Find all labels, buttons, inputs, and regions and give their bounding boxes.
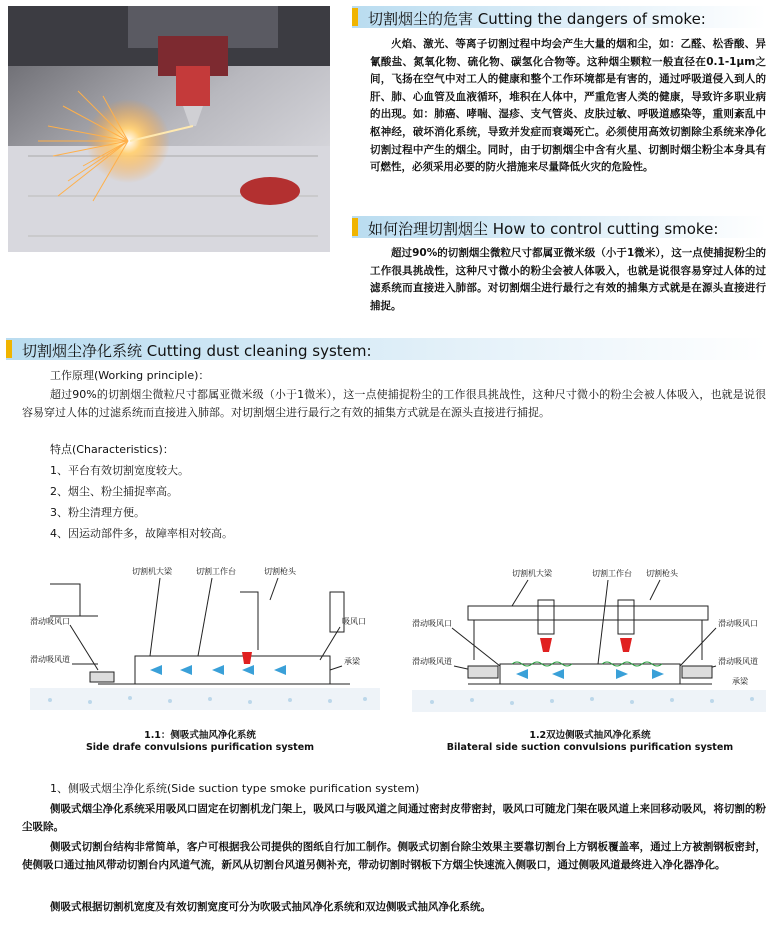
- laser-cutting-illustration: [8, 6, 330, 252]
- side-suction-para-2: 侧吸式切割台结构非常简单，客户可根据我公司提供的图纸自行加工制作。侧吸式切割台除尘效果主要靠切割台上方钢板覆盖率，通过上方被割钢板密封，使侧吸口通过抽风带动切割台内风道气流，新风从切割台风道另侧补充，带动切割时钢板下方烟尘快速流入侧吸口，通过侧吸风道最终进入净化器净化。: [22, 841, 766, 871]
- label-torch: 切割枪头: [646, 569, 678, 578]
- header-accent-bar: [352, 8, 358, 26]
- label-gantry: 切割机大梁: [132, 567, 172, 576]
- label-platform: 切割工作台: [592, 569, 632, 578]
- header-accent-bar: [6, 340, 12, 358]
- section-system-title: 切割烟尘净化系统 Cutting dust cleaning system:: [22, 342, 372, 360]
- feature-item: 3、粉尘清理方便。: [50, 506, 145, 519]
- feature-item: 2、烟尘、粉尘捕捉率高。: [50, 485, 178, 498]
- features-list: [50, 460, 233, 544]
- label-inlet: 吸风口: [342, 617, 366, 626]
- side-suction-diagram: [30, 560, 380, 730]
- laser-cutting-photo: [8, 6, 330, 252]
- header-accent-bar: [352, 218, 358, 236]
- label-support: 承梁: [344, 657, 360, 666]
- section-danger-header: [352, 6, 766, 28]
- label-sliding-duct-left: 滑动吸风道: [412, 657, 452, 666]
- section-control-title: 如何治理切割烟尘 How to control cutting smoke:: [368, 220, 719, 238]
- label-sliding-vent: 滑动吸风口: [30, 617, 70, 626]
- side-suction-para-1: 侧吸式烟尘净化系统采用吸风口固定在切割机龙门架上，吸风口与吸风道之间通过密封皮带密封，吸风口可随龙门架在吸风道上来回移动吸风，将切割的粉尘吸除。: [22, 803, 766, 833]
- diagram2-caption-cn: 1.2双边侧吸式抽风净化系统: [529, 730, 651, 741]
- section-danger-body: 火焰、激光、等离子切割过程中均会产生大量的烟和尘，如：乙醛、松香酸、异氰酸盐、氮氧化物、硫化物、碳氢化合物等。这种烟尘颗粒一般直径在0.1-1μm之间，飞扬在空气中对工人的健康和整个工作环境都是有害的，通过呼吸道侵入到人的肝、肺、心血管及血液循环，堆积在人体中，严重危害人类的健康，导致许多职业病的出现。如：肺癌、哮喘、湿疹、支气管炎、皮肤过敏、呼吸道感染等，重则紊乱中枢神经，破坏消化系统，导致并发症而衰竭死亡。必须使用高效切割除尘系统来净化切割过程中产生的烟尘。同时，由于切割烟尘中含有火星、切割时烟尘粉尘本身具有可燃性，必须采用必要的防火措施来尽量降低火灾的危险性。: [370, 38, 766, 174]
- label-sliding-duct: 滑动吸风道: [30, 655, 70, 664]
- side-suction-heading: 1、侧吸式烟尘净化系统(Side suction type smoke purification system): [50, 782, 420, 795]
- label-platform: 切割工作台: [196, 567, 236, 576]
- label-sliding-vent-left: 滑动吸风口: [412, 619, 452, 628]
- diagram1-caption: [70, 730, 330, 754]
- label-sliding-duct-right: 滑动吸风道: [718, 657, 758, 666]
- diagram1-caption-en: Side drafe convulsions purification system: [85, 742, 315, 753]
- side-suction-para-3: 侧吸式根据切割机宽度及有效切割宽度可分为吹吸式抽风净化系统和双边侧吸式抽风净化系统。: [50, 901, 491, 913]
- feature-item: 1、平台有效切割宽度较大。: [50, 464, 189, 477]
- principle-body: 超过90%的切割烟尘微粒尺寸都属亚微米级（小于1微米），这一点使捕捉粉尘的工作很具挑战性，这种尺寸微小的粉尘会被人体吸入，也就是说很容易穿过人体的过滤系统而直接进入肺部。对切割烟尘进行最行之有效的捕集方式就是在源头直接进行捕捉。: [22, 388, 766, 419]
- label-support: 承梁: [732, 677, 748, 686]
- label-torch: 切割枪头: [264, 567, 296, 576]
- features-heading: 特点(Characteristics)：: [50, 443, 174, 456]
- label-gantry: 切割机大梁: [512, 569, 552, 578]
- label-sliding-vent-right: 滑动吸风口: [718, 619, 758, 628]
- diagram1-caption-cn: 1.1：侧吸式抽风净化系统: [144, 730, 256, 741]
- bilateral-suction-diagram: [412, 560, 766, 730]
- section-control-body: 超过90%的切割烟尘微粒尺寸都属亚微米级（小于1微米），这一点使捕捉粉尘的工作很具挑战性，这种尺寸微小的粉尘会被人体吸入，也就是说很容易穿过人体的过滤系统而直接进入肺部。对切割烟尘进行最行之有效的捕集方式就是在源头直接进行捕捉。: [370, 247, 766, 312]
- section-control-header: [352, 216, 766, 238]
- feature-item: 4、因运动部件多，故障率相对较高。: [50, 527, 233, 540]
- section-system-header: [6, 338, 766, 360]
- section-danger-title: 切割烟尘的危害 Cutting the dangers of smoke:: [368, 10, 706, 28]
- diagram2-caption: [440, 730, 740, 754]
- diagram2-caption-en: Bilateral side suction convulsions purification system: [446, 742, 734, 753]
- principle-heading: 工作原理(Working principle)：: [50, 369, 210, 382]
